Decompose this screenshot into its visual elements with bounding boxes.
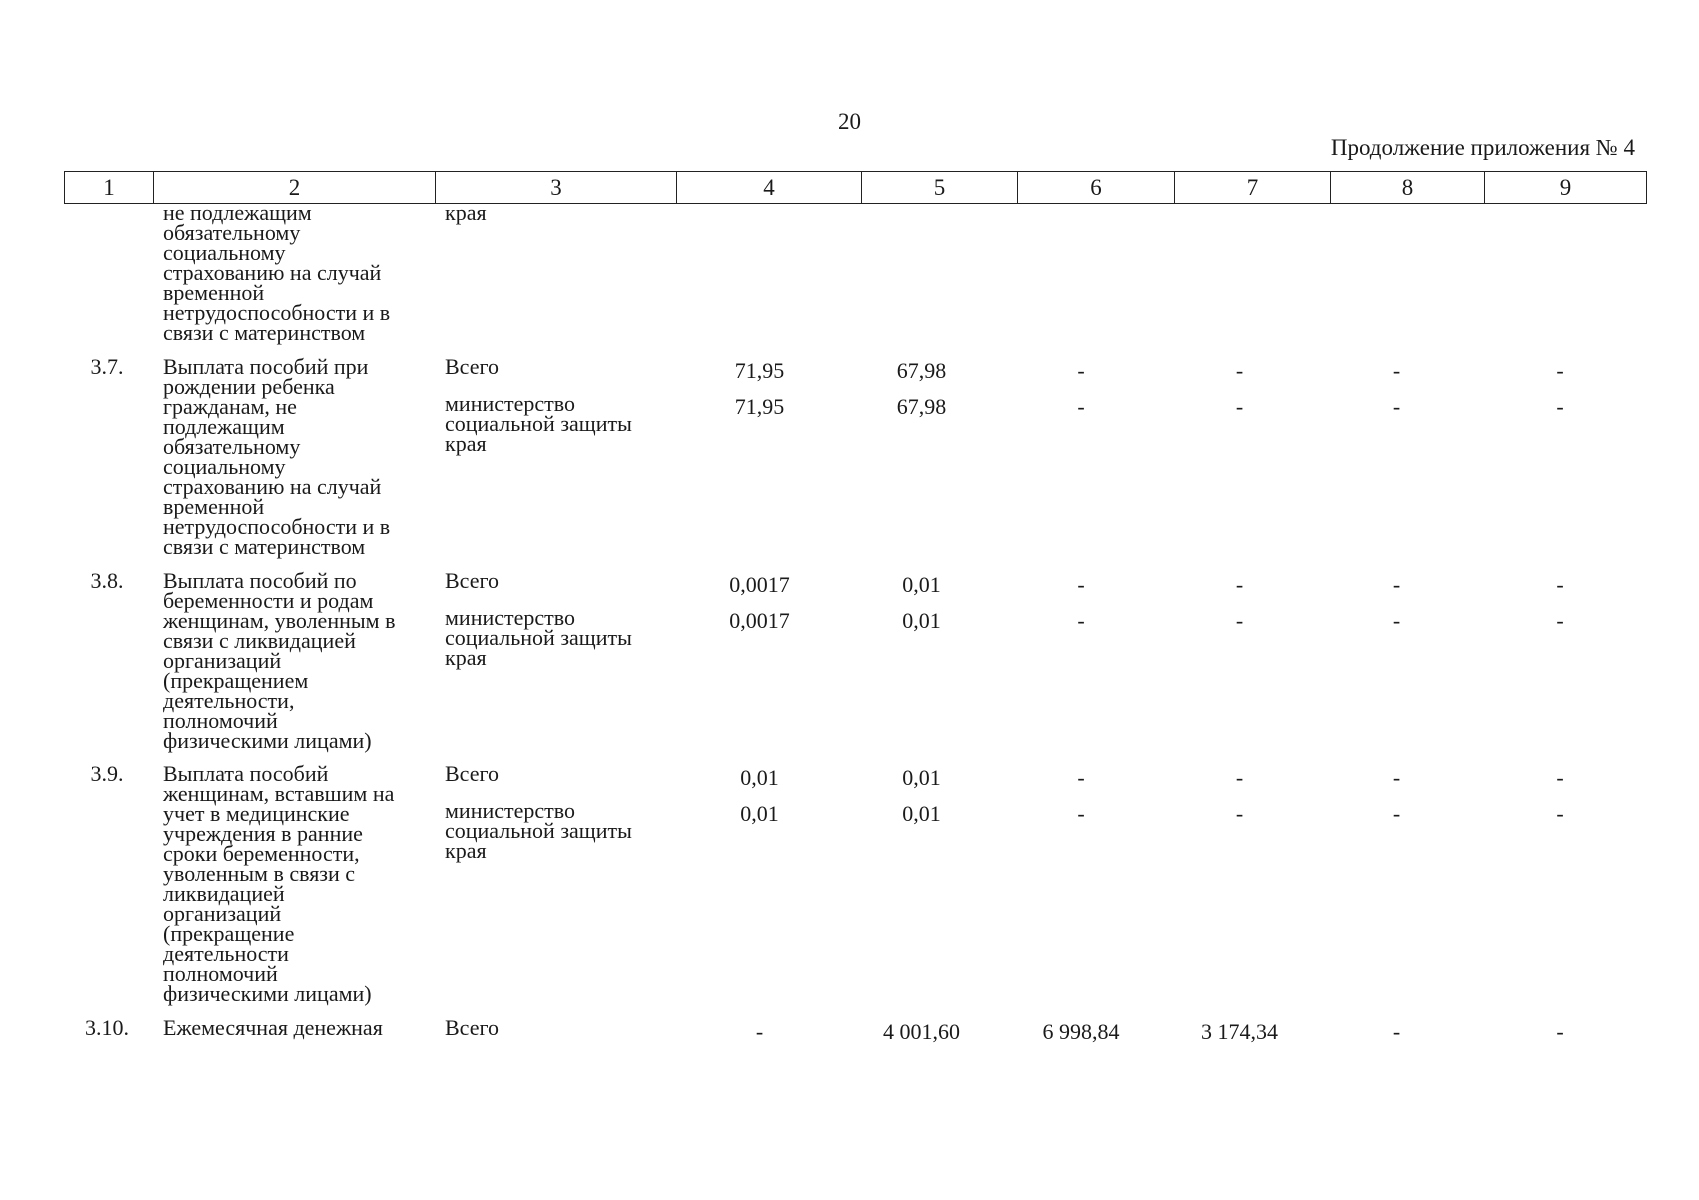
total-value: - (1556, 358, 1564, 383)
page-number: 20 (838, 109, 861, 134)
carryover-executor: края (445, 200, 487, 225)
executor-value: - (1235, 608, 1244, 633)
total-label: Всего (445, 1015, 499, 1040)
executor-value: - (1077, 394, 1085, 419)
executor-value: - (1077, 608, 1085, 633)
executor-value: - (1392, 608, 1401, 633)
executor-value: 67,98 (896, 394, 947, 419)
executor-value: 0,01 (902, 801, 941, 826)
column-header: 7 (1175, 172, 1331, 204)
executor-value: - (1077, 801, 1085, 826)
total-value: 67,98 (896, 358, 947, 383)
total-value: - (1077, 765, 1085, 790)
column-header: 9 (1485, 172, 1647, 204)
total-value: 0,01 (902, 765, 941, 790)
total-value: - (755, 1019, 764, 1044)
row-description: Выплата пособий по беременности и родам женщинам, уволенным в связи с ликвидацией организаций (прекращением деятельности, полномочий физическими лицами) (163, 568, 396, 753)
row-description: Ежемесячная денежная (163, 1015, 383, 1040)
executor-value: 0,01 (740, 801, 779, 826)
column-header: 5 (862, 172, 1018, 204)
total-label: Всего (445, 568, 499, 593)
executor-value: 0,01 (902, 608, 941, 633)
row-number: 3.10. (85, 1015, 129, 1040)
total-value: 3 174,34 (1201, 1019, 1278, 1044)
total-value: - (1077, 572, 1085, 597)
row-number: 3.7. (90, 354, 124, 379)
continuation-label: Продолжение приложения № 4 (1330, 135, 1635, 160)
total-value: - (1235, 572, 1244, 597)
column-header: 8 (1331, 172, 1485, 204)
total-value: 4 001,60 (883, 1019, 960, 1044)
column-header-row (65, 172, 1647, 204)
total-value: - (1556, 1019, 1564, 1044)
executor-name: министерство социальной защиты края (445, 605, 632, 670)
total-value: - (1556, 765, 1564, 790)
executor-value: - (1556, 394, 1564, 419)
executor-value: - (1392, 394, 1401, 419)
total-value: - (1235, 765, 1244, 790)
executor-value: - (1392, 801, 1401, 826)
total-value: - (1556, 572, 1564, 597)
row-number: 3.8. (90, 568, 124, 593)
executor-name: министерство социальной защиты края (445, 391, 632, 456)
column-header: 6 (1018, 172, 1175, 204)
column-header: 4 (677, 172, 862, 204)
executor-value: 71,95 (734, 394, 785, 419)
column-header: 2 (154, 172, 436, 204)
executor-value: - (1235, 394, 1244, 419)
total-value: 71,95 (734, 358, 785, 383)
column-header: 1 (65, 172, 154, 204)
total-value: - (1077, 358, 1085, 383)
executor-value: - (1556, 801, 1564, 826)
total-value: - (1392, 572, 1401, 597)
total-value: - (1392, 358, 1401, 383)
total-value: 0,01 (740, 765, 779, 790)
total-value: - (1392, 1019, 1401, 1044)
executor-value: - (1556, 608, 1564, 633)
executor-value: - (1235, 801, 1244, 826)
total-value: - (1392, 765, 1401, 790)
total-value: 0,01 (902, 572, 941, 597)
row-description: Выплата пособий женщинам, вставшим на учет в медицинские учреждения в ранние сроки беременности, уволенным в связи с ликвидацией организаций (прекращение деятельности полномочий физическими лицами) (163, 761, 395, 1006)
executor-value: 0,0017 (729, 608, 790, 633)
total-value: 0,0017 (729, 572, 790, 597)
row-number: 3.9. (90, 761, 124, 786)
total-value: 6 998,84 (1042, 1019, 1120, 1044)
total-label: Всего (445, 761, 499, 786)
total-label: Всего (445, 354, 499, 379)
carryover-description: не подлежащим обязательному социальному страхованию на случай временной нетрудоспособности и в связи с материнством (163, 200, 391, 345)
column-header: 3 (436, 172, 677, 204)
executor-name: министерство социальной защиты края (445, 798, 632, 863)
row-description: Выплата пособий при рождении ребенка гражданам, не подлежащим обязательному социальному страхованию на случай временной нетрудоспособности и в связи с материнством (163, 354, 391, 559)
total-value: - (1235, 358, 1244, 383)
